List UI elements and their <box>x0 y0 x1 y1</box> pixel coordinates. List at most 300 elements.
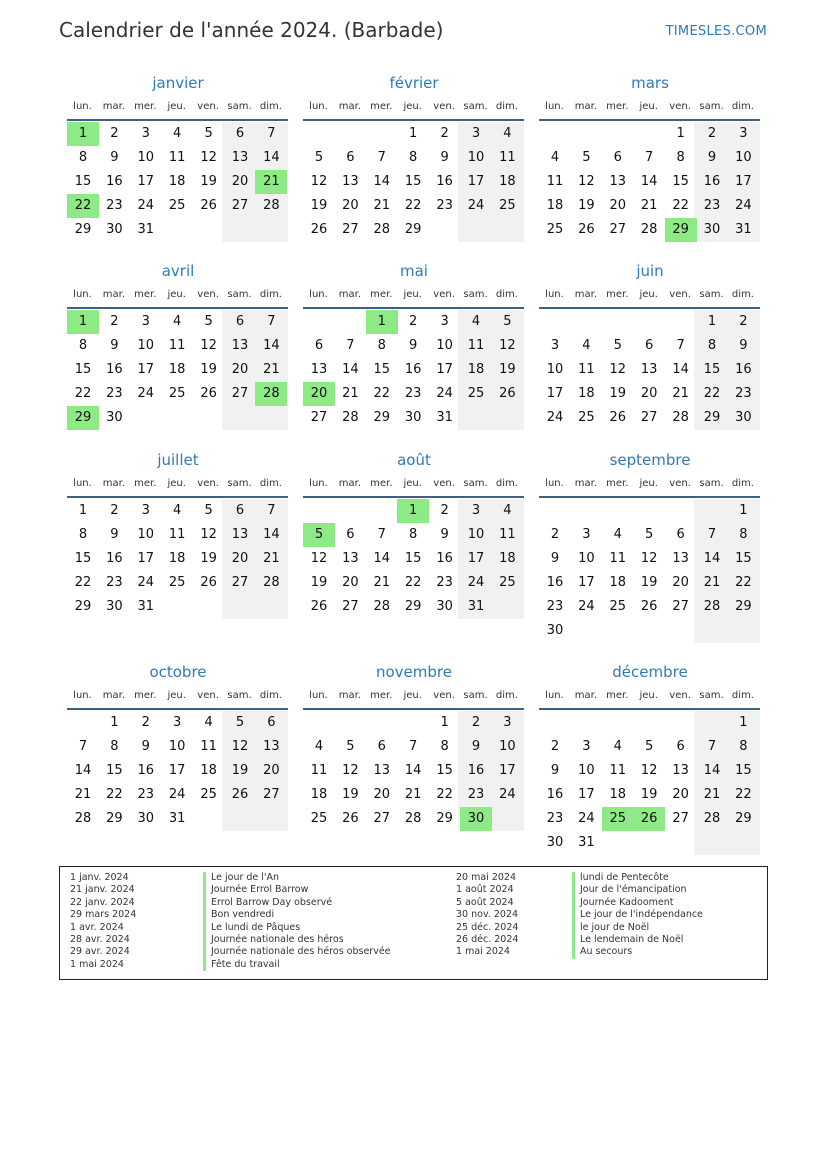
legend-date: 25 déc. 2024 <box>456 921 519 933</box>
day-cell: 22 <box>703 386 721 401</box>
weekday-label: sam. <box>699 101 724 112</box>
day-cell: 6 <box>645 338 654 353</box>
weekday-label: mer. <box>370 101 393 112</box>
day-cell: 25 <box>546 222 564 237</box>
weekday-label: dim. <box>731 478 754 489</box>
weekday-label: mar. <box>574 690 598 701</box>
legend-names-right <box>572 872 703 959</box>
day-cell: 1 <box>707 314 717 329</box>
day-cell: 29 <box>404 222 422 237</box>
day-cell: 6 <box>235 503 245 518</box>
day-cell: 8 <box>676 150 685 165</box>
day-cell: 3 <box>503 715 512 730</box>
day-cell: 11 <box>310 763 328 778</box>
day-cell: 4 <box>173 503 182 518</box>
weekday-label: dim. <box>495 289 518 300</box>
weekday-label: dim. <box>731 289 754 300</box>
day-cell: 23 <box>703 198 721 213</box>
day-cell: 22 <box>373 386 391 401</box>
legend-date: 30 nov. 2024 <box>456 909 519 921</box>
weekday-label: ven. <box>433 101 455 112</box>
day-cell: 3 <box>141 126 150 141</box>
day-cell: 28 <box>373 222 391 237</box>
weekday-label: mer. <box>606 478 629 489</box>
day-cell: 5 <box>204 503 213 518</box>
weekday-label: sam. <box>463 289 488 300</box>
weekday-label: dim. <box>731 101 754 112</box>
legend-date: 1 août 2024 <box>456 884 514 896</box>
day-cell: 6 <box>235 314 245 329</box>
weekday-label: dim. <box>259 690 282 701</box>
day-cell: 14 <box>672 362 689 377</box>
day-cell: 7 <box>377 527 386 542</box>
day-cell: 4 <box>582 338 591 353</box>
day-cell: 22 <box>74 386 92 401</box>
day-cell: 1 <box>739 503 748 518</box>
day-cell: 23 <box>546 599 564 614</box>
day-cell: 21 <box>703 787 721 802</box>
day-cell: 20 <box>672 575 689 590</box>
day-cell: 15 <box>735 551 752 566</box>
weekday-label: jeu. <box>403 690 422 701</box>
day-cell: 7 <box>409 739 418 754</box>
day-cell: 8 <box>739 527 748 542</box>
day-cell: 29 <box>735 811 752 826</box>
day-cell: 26 <box>200 386 217 401</box>
day-cell: 20 <box>373 787 391 802</box>
month-name: avril <box>161 262 195 280</box>
month-name: décembre <box>612 663 688 681</box>
day-cell: 8 <box>409 527 418 542</box>
day-cell: 28 <box>672 410 689 425</box>
day-cell: 10 <box>578 763 595 778</box>
legend-holiday-name: Errol Barrow Day observé <box>203 897 391 909</box>
day-cell: 30 <box>137 811 155 826</box>
day-cell: 2 <box>110 126 119 141</box>
header-rule <box>539 708 760 710</box>
day-cell: 31 <box>168 811 186 826</box>
weekday-label: sam. <box>699 478 724 489</box>
day-cell: 13 <box>640 362 658 377</box>
header-rule <box>303 708 524 710</box>
day-cell: 23 <box>106 386 123 401</box>
day-cell: 9 <box>471 739 481 754</box>
day-cell: 14 <box>404 763 422 778</box>
holiday-day-cell: 22 <box>67 194 99 218</box>
weekday-label: mar. <box>338 289 362 300</box>
day-cell: 23 <box>404 386 422 401</box>
day-cell: 15 <box>735 763 752 778</box>
weekday-label: sam. <box>463 478 488 489</box>
day-cell: 9 <box>739 338 748 353</box>
day-cell: 7 <box>346 338 355 353</box>
day-cell: 18 <box>546 198 564 213</box>
day-cell: 29 <box>74 222 92 237</box>
day-cell: 4 <box>173 126 182 141</box>
day-cell: 7 <box>707 739 717 754</box>
day-cell: 26 <box>310 599 328 614</box>
day-cell: 24 <box>546 410 564 425</box>
weekday-label: ven. <box>197 478 219 489</box>
day-cell: 8 <box>78 338 88 353</box>
day-cell: 1 <box>78 503 88 518</box>
day-cell: 25 <box>578 410 595 425</box>
day-cell: 13 <box>231 150 249 165</box>
day-cell: 21 <box>74 787 92 802</box>
weekday-header <box>539 690 761 706</box>
day-cell: 7 <box>676 338 685 353</box>
holiday-day-cell: 1 <box>397 499 429 523</box>
day-cell: 16 <box>137 763 155 778</box>
month-block <box>539 73 761 237</box>
weekday-label: mer. <box>606 101 629 112</box>
weekday-label: jeu. <box>403 101 422 112</box>
weekday-label: jeu. <box>167 478 186 489</box>
day-cell: 29 <box>703 410 721 425</box>
weekday-label: mar. <box>574 478 598 489</box>
weekday-header <box>67 690 289 706</box>
header-rule <box>67 119 288 121</box>
day-cell: 29 <box>404 599 422 614</box>
day-cell: 24 <box>168 787 186 802</box>
day-cell: 29 <box>373 410 391 425</box>
legend-dates-left <box>70 872 136 971</box>
day-cell: 26 <box>310 222 328 237</box>
legend-holiday-name: Journée nationale des héros observée <box>203 946 391 958</box>
day-cell: 6 <box>346 527 355 542</box>
day-cell: 24 <box>735 198 752 213</box>
day-cell: 30 <box>436 599 453 614</box>
day-cell: 17 <box>467 551 485 566</box>
weekday-header <box>67 289 289 305</box>
legend-date: 21 janv. 2024 <box>70 884 135 896</box>
day-cell: 20 <box>609 198 627 213</box>
day-cell: 16 <box>546 575 564 590</box>
header-rule <box>539 119 760 121</box>
day-cell: 27 <box>231 198 249 213</box>
weekday-label: lun. <box>73 690 92 701</box>
day-cell: 17 <box>499 763 516 778</box>
day-cell: 22 <box>74 575 92 590</box>
day-cell: 10 <box>546 362 564 377</box>
day-cell: 9 <box>440 527 449 542</box>
day-cell: 19 <box>200 174 217 189</box>
weekday-label: mar. <box>338 478 362 489</box>
day-cell: 17 <box>168 763 186 778</box>
weekday-label: lun. <box>545 690 564 701</box>
holiday-day-cell: 26 <box>633 807 665 831</box>
day-cell: 7 <box>267 503 276 518</box>
day-cell: 10 <box>735 150 752 165</box>
day-cell: 5 <box>503 314 512 329</box>
day-cell: 3 <box>141 503 150 518</box>
day-cell: 24 <box>578 599 595 614</box>
day-cell: 17 <box>137 174 155 189</box>
day-cell: 30 <box>404 410 422 425</box>
day-cell: 14 <box>640 174 658 189</box>
day-cell: 13 <box>672 763 689 778</box>
legend-date: 1 mai 2024 <box>70 958 124 970</box>
weekday-label: dim. <box>259 478 282 489</box>
day-cell: 26 <box>231 787 249 802</box>
month-block <box>67 662 289 826</box>
day-cell: 26 <box>499 386 516 401</box>
day-cell: 9 <box>110 150 119 165</box>
month-block <box>67 261 289 425</box>
weekday-label: jeu. <box>167 101 186 112</box>
day-cell: 12 <box>609 362 627 377</box>
day-cell: 27 <box>672 599 689 614</box>
weekday-label: lun. <box>545 289 564 300</box>
day-cell: 10 <box>436 338 453 353</box>
day-cell: 7 <box>78 739 88 754</box>
day-cell: 20 <box>231 551 249 566</box>
weekday-label: lun. <box>545 101 564 112</box>
day-cell: 12 <box>640 763 658 778</box>
weekday-label: mar. <box>338 101 362 112</box>
month-name: mars <box>631 74 669 92</box>
month-block <box>303 450 525 614</box>
day-cell: 10 <box>168 739 186 754</box>
day-cell: 8 <box>739 739 748 754</box>
weekday-label: ven. <box>669 101 691 112</box>
day-cell: 25 <box>168 198 186 213</box>
day-cell: 11 <box>168 150 186 165</box>
month-block <box>67 73 289 237</box>
day-cell: 30 <box>106 410 123 425</box>
legend-holiday-name: Au secours <box>572 946 703 958</box>
day-cell: 15 <box>74 362 92 377</box>
day-cell: 2 <box>110 314 119 329</box>
day-cell: 5 <box>613 338 622 353</box>
month-name: janvier <box>152 74 204 92</box>
day-cell: 21 <box>404 787 422 802</box>
day-cell: 16 <box>106 362 123 377</box>
day-cell: 28 <box>640 222 658 237</box>
day-cell: 18 <box>609 575 627 590</box>
day-cell: 9 <box>110 527 119 542</box>
day-cell: 8 <box>440 739 449 754</box>
holiday-day-cell: 21 <box>255 170 287 194</box>
day-cell: 3 <box>550 338 560 353</box>
weekday-label: dim. <box>259 101 282 112</box>
day-cell: 17 <box>546 386 564 401</box>
day-cell: 23 <box>106 575 123 590</box>
day-cell: 17 <box>137 362 155 377</box>
day-cell: 12 <box>200 527 217 542</box>
day-cell: 28 <box>342 410 359 425</box>
weekday-header <box>303 289 525 305</box>
day-cell: 8 <box>409 150 418 165</box>
day-cell: 7 <box>377 150 386 165</box>
weekday-label: lun. <box>309 101 328 112</box>
day-cell: 9 <box>707 150 717 165</box>
day-cell: 12 <box>499 338 516 353</box>
weekday-label: sam. <box>699 289 724 300</box>
day-cell: 11 <box>467 338 485 353</box>
legend-holiday-name: Bon vendredi <box>203 909 391 921</box>
month-name: février <box>389 74 439 92</box>
day-cell: 13 <box>231 338 249 353</box>
day-cell: 5 <box>314 150 324 165</box>
holiday-day-cell: 28 <box>255 382 287 406</box>
day-cell: 30 <box>546 835 564 850</box>
header-rule <box>303 119 524 121</box>
holiday-day-cell: 25 <box>602 807 634 831</box>
day-cell: 13 <box>231 527 249 542</box>
day-cell: 13 <box>609 174 627 189</box>
day-cell: 22 <box>735 787 752 802</box>
day-cell: 22 <box>436 787 453 802</box>
day-cell: 17 <box>467 174 485 189</box>
day-cell: 16 <box>106 174 123 189</box>
header-rule <box>303 496 524 498</box>
day-cell: 16 <box>404 362 422 377</box>
legend-date: 26 déc. 2024 <box>456 933 519 945</box>
weekday-label: lun. <box>73 101 92 112</box>
day-cell: 17 <box>436 362 453 377</box>
month-block <box>539 450 761 638</box>
weekday-label: lun. <box>545 478 564 489</box>
day-cell: 21 <box>373 198 391 213</box>
day-cell: 26 <box>640 599 658 614</box>
legend-holiday-name: Fête du travail <box>203 959 391 971</box>
weekday-label: jeu. <box>639 101 658 112</box>
day-cell: 18 <box>578 386 595 401</box>
day-cell: 18 <box>499 551 516 566</box>
day-cell: 21 <box>263 551 280 566</box>
day-cell: 31 <box>436 410 453 425</box>
weekday-label: dim. <box>259 289 282 300</box>
weekday-label: ven. <box>669 478 691 489</box>
day-cell: 15 <box>404 174 422 189</box>
legend-date: 28 avr. 2024 <box>70 933 130 945</box>
holiday-day-cell: 20 <box>303 382 335 406</box>
day-cell: 3 <box>582 739 591 754</box>
weekday-label: ven. <box>197 101 219 112</box>
day-cell: 2 <box>409 314 418 329</box>
day-cell: 23 <box>546 811 564 826</box>
weekday-label: ven. <box>669 289 691 300</box>
day-cell: 31 <box>137 599 155 614</box>
day-cell: 11 <box>200 739 217 754</box>
day-cell: 24 <box>137 198 155 213</box>
day-cell: 5 <box>204 126 213 141</box>
legend-holiday-name: lundi de Pentecôte <box>572 872 703 884</box>
weekday-label: mar. <box>338 690 362 701</box>
weekday-header <box>303 478 525 494</box>
day-cell: 24 <box>467 575 485 590</box>
day-cell: 4 <box>314 739 324 754</box>
day-cell: 21 <box>373 575 391 590</box>
weekday-label: sam. <box>227 690 252 701</box>
legend-holiday-name: Le lundi de Pâques <box>203 922 391 934</box>
legend-holiday-name: Le jour de l'An <box>203 872 391 884</box>
day-cell: 18 <box>499 174 516 189</box>
legend-date: 1 avr. 2024 <box>70 921 124 933</box>
day-cell: 6 <box>676 527 685 542</box>
day-cell: 26 <box>200 198 217 213</box>
weekday-label: dim. <box>495 101 518 112</box>
day-cell: 11 <box>168 338 186 353</box>
weekday-label: mer. <box>134 690 157 701</box>
site-link[interactable]: TIMESLES.COM <box>665 24 767 39</box>
day-cell: 19 <box>200 551 217 566</box>
weekday-label: ven. <box>433 478 455 489</box>
header-rule <box>539 307 760 309</box>
month-name: novembre <box>376 663 452 681</box>
weekday-label: ven. <box>433 690 455 701</box>
weekday-label: jeu. <box>403 289 422 300</box>
weekday-label: dim. <box>731 690 754 701</box>
day-cell: 19 <box>231 763 249 778</box>
day-cell: 10 <box>137 527 155 542</box>
day-cell: 26 <box>342 811 359 826</box>
day-cell: 15 <box>373 362 391 377</box>
day-cell: 5 <box>204 314 213 329</box>
legend-holiday-name: Journée Errol Barrow <box>203 884 391 896</box>
day-cell: 15 <box>74 174 92 189</box>
day-cell: 24 <box>578 811 595 826</box>
day-cell: 10 <box>467 150 485 165</box>
day-cell: 29 <box>106 811 123 826</box>
day-cell: 7 <box>707 527 717 542</box>
day-cell: 16 <box>436 551 453 566</box>
day-cell: 16 <box>703 174 721 189</box>
holiday-day-cell: 29 <box>67 406 99 430</box>
day-cell: 31 <box>735 222 752 237</box>
day-cell: 14 <box>342 362 359 377</box>
weekday-label: mar. <box>102 478 126 489</box>
weekday-label: dim. <box>495 478 518 489</box>
day-cell: 14 <box>703 551 721 566</box>
day-cell: 1 <box>110 715 119 730</box>
month-name: juillet <box>157 451 199 469</box>
legend-holiday-name: le jour de Noël <box>572 922 703 934</box>
holiday-day-cell: 1 <box>67 310 99 334</box>
day-cell: 20 <box>672 787 689 802</box>
day-cell: 19 <box>499 362 516 377</box>
weekday-label: mar. <box>102 289 126 300</box>
day-cell: 4 <box>613 527 622 542</box>
day-cell: 19 <box>342 787 359 802</box>
day-cell: 9 <box>110 338 119 353</box>
day-cell: 8 <box>78 527 88 542</box>
day-cell: 4 <box>613 739 622 754</box>
day-cell: 22 <box>672 198 689 213</box>
weekday-label: mer. <box>370 289 393 300</box>
day-cell: 27 <box>310 410 328 425</box>
weekday-label: jeu. <box>639 690 658 701</box>
day-cell: 12 <box>231 739 249 754</box>
weekday-label: sam. <box>227 478 252 489</box>
day-cell: 21 <box>263 362 280 377</box>
day-cell: 28 <box>263 575 280 590</box>
day-cell: 28 <box>404 811 422 826</box>
legend-holiday-name: Journée nationale des héros <box>203 934 391 946</box>
day-cell: 10 <box>137 338 155 353</box>
day-cell: 5 <box>582 150 591 165</box>
day-cell: 2 <box>440 126 449 141</box>
day-cell: 15 <box>436 763 453 778</box>
month-block <box>303 261 525 425</box>
day-cell: 8 <box>707 338 717 353</box>
day-cell: 20 <box>263 763 280 778</box>
day-cell: 18 <box>168 551 186 566</box>
day-cell: 14 <box>703 763 721 778</box>
weekday-label: lun. <box>73 478 92 489</box>
weekday-label: lun. <box>73 289 92 300</box>
